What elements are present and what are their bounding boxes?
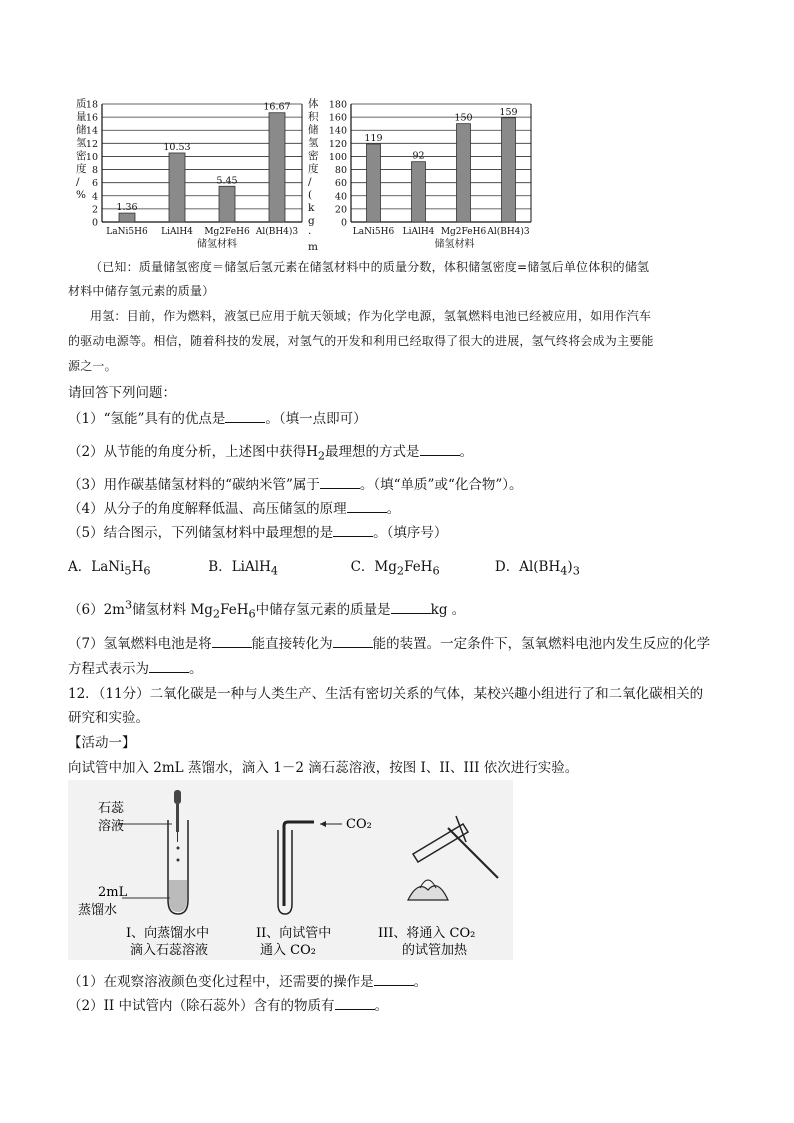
usage-line-3: 源之一。 (68, 359, 117, 373)
y-tick-label: 160 (328, 112, 347, 124)
question-5: （5）结合图示，下列储氢材料中最理想的是 。（填序号） (68, 521, 447, 541)
usage-line-1: 用氢：目前，作为燃料，液氢已应用于航天领域；作为化学电源，氢氧燃料电池已经被应用，如用作汽车 (90, 309, 652, 323)
option-b[interactable]: B．LiAlH$_4$ (208, 559, 279, 578)
y-tick-label: 12 (85, 138, 98, 150)
y-tick-label: 4 (91, 191, 98, 203)
option-d[interactable]: D．$Al(BH_4)_3$ (494, 559, 580, 578)
y-tick-label: 14 (85, 125, 98, 137)
option-c[interactable]: C．$Mg_2FeH_6$ (350, 559, 440, 578)
data-label: 159 (499, 106, 518, 118)
caption-2-line-1: II、向试管中 (256, 926, 332, 941)
data-label: 150 (454, 112, 473, 124)
x-axis-label: 储氢材料 (434, 239, 475, 250)
y-tick-label: 140 (328, 125, 347, 137)
bar (269, 113, 285, 222)
data-label: 92 (412, 150, 425, 162)
caption-3-line-2: 的试管加热 (402, 943, 468, 958)
data-label: 16.67 (263, 101, 291, 113)
bar (412, 162, 426, 222)
y-tick-label: 120 (328, 138, 347, 150)
y-axis-label: 体积储氢密度/ ( k g · m (308, 98, 319, 253)
x-tick-label: LaNi5H6 (352, 227, 395, 237)
x-tick-label: Mg2FeH6 (440, 227, 487, 237)
data-label: 119 (364, 132, 383, 144)
answer-blank[interactable] (320, 474, 360, 489)
y-tick-label: 80 (334, 165, 347, 177)
note-line-2: 材料中储存氢元素的质量） (68, 284, 215, 298)
data-label: 5.45 (216, 175, 238, 187)
bar (219, 186, 235, 222)
x-tick-label: LiAlH4 (161, 227, 193, 237)
activity-1-description: 向试管中加入 2mL 蒸馏水，滴入 1－2 滴石蕊溶液，按图 I、II、III 依次进行实验。 (68, 760, 579, 776)
answer-blank[interactable] (333, 633, 373, 648)
y-tick-label: 16 (85, 112, 98, 124)
data-label: 10.53 (163, 141, 191, 153)
y-tick-label: 60 (334, 178, 347, 190)
note-line-1: （已知：质量储氢密度＝储氢后氢元素在储氢材料中的质量分数，体积储氢密度=储氢后单位体积的储氢 (90, 260, 650, 274)
x-tick-label: Al(BH4)3 (487, 227, 530, 237)
caption-1-line-1: I、向蒸馏水中 (126, 926, 210, 941)
option-a[interactable]: A．$LaNi_5H_6$ (68, 559, 151, 578)
litmus-label-1: 石蕊 (98, 801, 125, 816)
question-4: （4）从分子的角度解释低温、高压储氢的原理 。 (68, 497, 400, 517)
answer-blank[interactable] (149, 658, 189, 673)
problem-12-line-2: 研究和实验。 (68, 710, 149, 726)
x-tick-label: LiAlH4 (402, 227, 435, 237)
y-tick-label: 20 (334, 204, 347, 216)
question-2: （2）从节能的角度分析，上述图中获得$H_2$最理想的方式是 。 (68, 440, 473, 463)
x-tick-label: LaNi5H6 (106, 227, 148, 237)
water-label-2: 蒸馏水 (78, 903, 118, 918)
y-tick-label: 100 (328, 151, 347, 163)
y-axis-label: 质量储氢密度/ % (76, 98, 87, 201)
activity-question-2: （2）II 中试管内（除石蕊外）含有的物质有 。 (68, 994, 388, 1014)
water-label-1: 2mL (98, 885, 128, 900)
answer-blank[interactable] (333, 522, 373, 537)
y-tick-label: 2 (91, 204, 98, 216)
y-tick-label: 0 (340, 217, 347, 229)
co2-label: CO₂ (346, 817, 372, 832)
question-3: （3）用作碳基储氢材料的“碳纳米管”属于 。（填“单质”或“化合物”）。 (68, 473, 523, 493)
bar (457, 124, 471, 222)
usage-line-2: 的驱动电源等。相信，随着科技的发展，对氢气的开发和利用已经取得了很大的进展，氢气终将会成为主要能 (68, 334, 654, 348)
activity-question-1: （1）在观察溶液颜色变化过程中，还需要的操作是 。 (68, 970, 427, 990)
answer-blank[interactable] (212, 633, 252, 648)
bar (502, 118, 516, 222)
y-tick-label: 0 (91, 217, 98, 229)
x-tick-label: Mg2FeH6 (204, 227, 250, 237)
caption-3-line-1: III、将通入 CO₂ (378, 926, 476, 941)
y-tick-label: 180 (328, 99, 347, 111)
y-tick-label: 10 (85, 151, 98, 163)
answer-blank[interactable] (391, 599, 431, 614)
experiment-figure (68, 780, 513, 960)
y-tick-label: 6 (91, 178, 98, 190)
question-6: $(6)2m^3$储氢材料 $Mg_2FeH_6$中储存氢元素的质量是 kg 。 (68, 598, 466, 621)
activity-1-heading: 【活动一】 (68, 735, 136, 751)
y-tick-label: 8 (91, 165, 98, 177)
options-row (68, 555, 580, 578)
x-tick-label: Al(BH4)3 (255, 227, 299, 237)
litmus-label-2: 溶液 (98, 819, 125, 834)
x-axis-label: 储氢材料 (197, 239, 237, 250)
answer-blank[interactable] (225, 408, 265, 423)
answer-blank[interactable] (335, 995, 375, 1010)
answer-blank[interactable] (347, 498, 387, 513)
prompt: 请回答下列问题： (68, 385, 176, 401)
bar (119, 213, 135, 222)
problem-12-line-1: 12．（11分）二氧化碳是一种与人类生产、生活有密切关系的气体，某校兴趣小组进行了和二氧化碳相关的 (68, 686, 704, 702)
answer-blank[interactable] (374, 971, 414, 986)
volume-density-chart (300, 95, 535, 255)
caption-2-line-2: 通入 CO₂ (260, 943, 316, 958)
data-label: 1.36 (116, 202, 138, 214)
bar (367, 144, 381, 222)
caption-1-line-2: 滴入石蕊溶液 (130, 943, 209, 958)
answer-blank[interactable] (420, 441, 460, 456)
y-tick-label: 18 (85, 99, 98, 111)
question-7-line-1: （7）氢氧燃料电池是将 能直接转化为 能的装置。一定条件下，氢氧燃料电池内发生反应的化学 (68, 632, 710, 652)
y-tick-label: 40 (334, 191, 347, 203)
bar (169, 153, 185, 222)
question-1: （1）“氢能”具有的优点是 。（填一点即可） (68, 407, 367, 427)
question-7-line-2: 方程式表示为 。 (68, 657, 203, 677)
